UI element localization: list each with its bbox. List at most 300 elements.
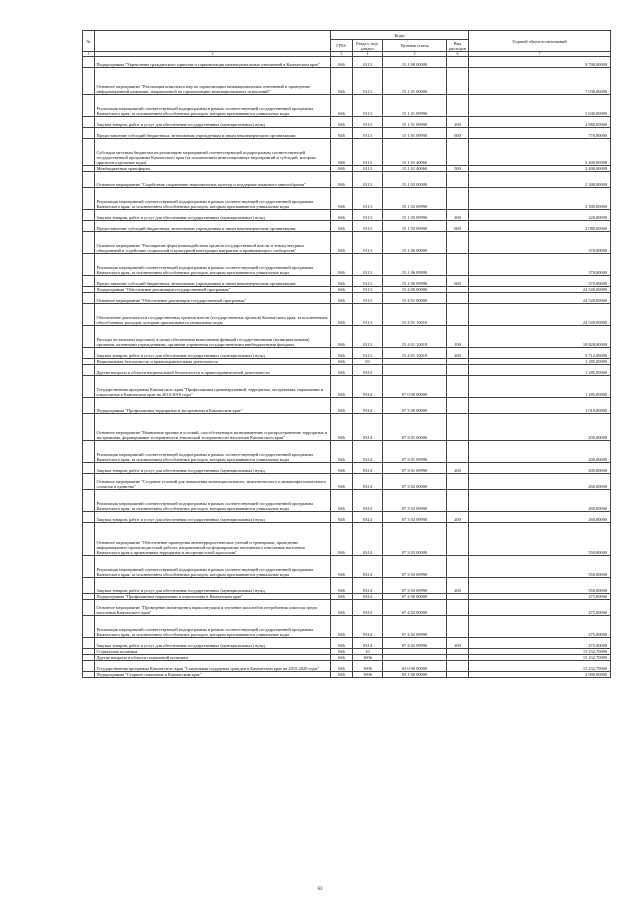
row-grbs: 846: [331, 57, 353, 68]
row-vid: [447, 556, 469, 578]
row-name: Закупка товаров, работ и услуг для обеспечения государственных (муниципальных) нужд: [95, 463, 331, 474]
table-row: [83, 293, 611, 304]
row-tselevaya: 07 4 02 00000: [383, 600, 447, 616]
row-amount: 550,00000: [469, 523, 611, 556]
row-amount: 260,00000: [469, 490, 611, 512]
row-amount: 24 540,00000: [469, 293, 611, 304]
table-row: [83, 441, 611, 463]
header-grbs: ГРБС: [331, 40, 353, 52]
index-1: 1: [83, 52, 95, 57]
row-amount: 3 400,00000: [469, 166, 611, 172]
table-row: [83, 254, 611, 276]
table-row: [83, 490, 611, 512]
row-vid: 100: [447, 326, 469, 348]
row-vid: 200: [447, 578, 469, 594]
row-number: [83, 172, 95, 188]
row-amount: 770,00000: [469, 128, 611, 139]
table-body: [83, 57, 611, 678]
row-name: Реализация мероприятий соответствующей подпрограммы в рамках соответствующей государственной программы Камчатского края, за исключением обособленных расходов, которым присваиваются уникальные коды: [95, 254, 331, 276]
row-vid: [447, 95, 469, 117]
row-tselevaya: 15 4 00 00000: [383, 287, 447, 293]
row-number: [83, 117, 95, 128]
row-number: [83, 365, 95, 376]
row-tselevaya: 07 0 00 00000: [383, 376, 447, 398]
row-name: Основное мероприятие "Проведение мониторинга наркоситуации и изучение масштабов потребления алкоголя среди населения Камчатского края": [95, 600, 331, 616]
header-razdel: Раздел, под- раздел: [353, 40, 383, 52]
table-row: [83, 232, 611, 254]
row-number: [83, 638, 95, 649]
row-vid: 200: [447, 638, 469, 649]
row-vid: 200: [447, 463, 469, 474]
row-vid: [447, 172, 469, 188]
row-number: [83, 95, 95, 117]
row-razdel: 0113: [353, 348, 383, 359]
row-vid: [447, 523, 469, 556]
row-number: [83, 474, 95, 490]
table-row: [83, 523, 611, 556]
row-grbs: 846: [331, 326, 353, 348]
row-razdel: 0314: [353, 638, 383, 649]
table-row: [83, 474, 611, 490]
row-grbs: 846: [331, 523, 353, 556]
row-vid: 600: [447, 221, 469, 232]
row-name: Расходы на выплаты персоналу в целях обеспечения выполнения функций государственными (муниципальными) органами, казенными учреждениями, органами управления государственными внебюджетными фондами: [95, 326, 331, 348]
row-razdel: 0314: [353, 556, 383, 578]
row-tselevaya: 03 0 00 00000: [383, 661, 447, 672]
row-tselevaya: 15 1 03 09990: [383, 221, 447, 232]
row-amount: 550,00000: [469, 556, 611, 578]
row-amount: 260,00000: [469, 512, 611, 523]
row-amount: 24 540,00000: [469, 304, 611, 326]
row-amount: 2 300,00000: [469, 188, 611, 210]
row-tselevaya: 15 1 01 09990: [383, 95, 447, 117]
table-row: [83, 348, 611, 359]
row-tselevaya: 07 3 02 09990: [383, 490, 447, 512]
row-name: Закупка товаров, работ и услуг для обеспечения государственных (муниципальных) нужд: [95, 348, 331, 359]
row-name: Основное мероприятие "Выявление причин и условий, способствующих возникновению и распространению терроризма и экстремизма, формирование толерантности этнической толерантности населения Камчатского края": [95, 414, 331, 441]
row-grbs: 846: [331, 594, 353, 600]
row-razdel: 0113: [353, 210, 383, 221]
row-razdel: 0314: [353, 523, 383, 556]
row-number: [83, 490, 95, 512]
row-grbs: 846: [331, 359, 353, 365]
row-grbs: 846: [331, 672, 353, 678]
row-amount: 3 400,00000: [469, 139, 611, 166]
table-row: [83, 414, 611, 441]
index-4: 4: [353, 52, 383, 57]
row-amount: 1 285,00000: [469, 376, 611, 398]
row-amount: 2 080,00000: [469, 221, 611, 232]
row-vid: [447, 414, 469, 441]
row-name: Государственная программа Камчатского края "Социальная поддержка граждан в Камчатском крае на 2015-2020 годы": [95, 661, 331, 672]
row-razdel: 03: [353, 359, 383, 365]
row-razdel: 0113: [353, 95, 383, 117]
row-vid: [447, 616, 469, 638]
row-name: Подпрограмма "Старшее поколение в Камчатском крае": [95, 672, 331, 678]
row-grbs: 846: [331, 616, 353, 638]
row-name: Реализация мероприятий соответствующей подпрограммы в рамках соответствующей государственной программы Камчатского края, за исключением обособленных расходов, которым присваиваются уникальные коды: [95, 95, 331, 117]
row-grbs: 846: [331, 139, 353, 166]
table-row: [83, 398, 611, 414]
table-row: [83, 600, 611, 616]
row-amount: 5 712,00000: [469, 348, 611, 359]
row-tselevaya: 15 4 01 10010: [383, 326, 447, 348]
row-tselevaya: 07 3 01 00000: [383, 414, 447, 441]
row-amount: 370,00000: [469, 232, 611, 254]
row-razdel: 0113: [353, 68, 383, 95]
row-razdel: 0113: [353, 293, 383, 304]
row-tselevaya: 07 3 03 09990: [383, 578, 447, 594]
row-amount: 7 030,00000: [469, 68, 611, 95]
row-vid: [447, 661, 469, 672]
row-number: [83, 221, 95, 232]
budget-table: [82, 30, 611, 678]
row-razdel: 0113: [353, 276, 383, 287]
row-tselevaya: 07 3 01 09990: [383, 463, 447, 474]
row-tselevaya: 15 1 03 09990: [383, 188, 447, 210]
table-row: [83, 172, 611, 188]
row-amount: 275,00000: [469, 638, 611, 649]
row-amount: 200,00000: [469, 441, 611, 463]
row-number: [83, 661, 95, 672]
row-tselevaya: 15 1 01 00000: [383, 68, 447, 95]
row-name: Закупка товаров, работ и услуг для обеспечения государственных (муниципальных) нужд: [95, 210, 331, 221]
table-row: [83, 638, 611, 649]
row-razdel: 0113: [353, 326, 383, 348]
row-number: [83, 512, 95, 523]
row-tselevaya: 15 1 01 40060: [383, 166, 447, 172]
row-name: Основное мероприятие "Содействие сохранению национальных культур и поддержке языкового многообразия": [95, 172, 331, 188]
row-number: [83, 398, 95, 414]
row-tselevaya: 15 1 03 00000: [383, 172, 447, 188]
row-name: Субсидии местным бюджетам на реализацию мероприятий соответствующей подпрограммы соответствующей государственной программы Камчатского края (за исключением инвестиционных мероприятий и субсидий, которым присвоен отдельные коды): [95, 139, 331, 166]
row-razdel: 0314: [353, 600, 383, 616]
row-razdel: 0314: [353, 441, 383, 463]
row-vid: 200: [447, 117, 469, 128]
table-row: [83, 365, 611, 376]
header-vid: Вид расходов: [447, 40, 469, 52]
row-vid: [447, 600, 469, 616]
row-grbs: 846: [331, 512, 353, 523]
row-grbs: 846: [331, 638, 353, 649]
table-row: [83, 117, 611, 128]
row-tselevaya: 07 4 00 00000: [383, 594, 447, 600]
row-grbs: 846: [331, 474, 353, 490]
row-vid: [447, 490, 469, 512]
row-vid: 200: [447, 512, 469, 523]
row-tselevaya: 07 4 02 09990: [383, 616, 447, 638]
row-grbs: 846: [331, 463, 353, 474]
row-razdel: 0113: [353, 232, 383, 254]
row-vid: [447, 304, 469, 326]
table-row: [83, 210, 611, 221]
row-name: Межбюджетные трансферты: [95, 166, 331, 172]
row-name: Государственная программа Камчатского края "Профилактика правонарушений, терроризма, экстремизма, наркомании и алкоголизма в Камчатском крае на 2014-2018 годы": [95, 376, 331, 398]
row-tselevaya: 15 1 01 09990: [383, 128, 447, 139]
row-name: Основное мероприятие "Создание условий для повышения межнационального, межэтнического и межконфессионального согласия и единства": [95, 474, 331, 490]
row-name: Реализация мероприятий соответствующей подпрограммы в рамках соответствующей государственной программы Камчатского края, за исключением обособленных расходов, которым присваиваются уникальные коды: [95, 556, 331, 578]
row-vid: 600: [447, 128, 469, 139]
row-tselevaya: 15 1 06 09990: [383, 254, 447, 276]
row-vid: [447, 474, 469, 490]
row-name: Закупка товаров, работ и услуг для обеспечения государственных (муниципальных) нужд: [95, 117, 331, 128]
budget-table-page: [82, 30, 610, 678]
row-amount: 18 828,00000: [469, 326, 611, 348]
row-amount: 275,00000: [469, 600, 611, 616]
header-tselevaya: Целевая статья: [383, 40, 447, 52]
index-3: 3: [331, 52, 353, 57]
row-tselevaya: 15 1 01 40060: [383, 139, 447, 166]
row-vid: [447, 139, 469, 166]
row-grbs: 846: [331, 398, 353, 414]
row-number: [83, 210, 95, 221]
header-codes-group: Коды: [331, 31, 469, 40]
row-grbs: 846: [331, 490, 353, 512]
table-row: [83, 463, 611, 474]
row-vid: [447, 57, 469, 68]
row-tselevaya: 07 4 02 09990: [383, 638, 447, 649]
row-vid: [447, 398, 469, 414]
row-number: [83, 326, 95, 348]
row-name: Реализация мероприятий соответствующей подпрограммы в рамках соответствующей государственной программы Камчатского края, за исключением обособленных расходов, которым присваиваются уникальные коды: [95, 490, 331, 512]
row-grbs: 846: [331, 376, 353, 398]
row-tselevaya: [383, 365, 447, 376]
row-razdel: 0314: [353, 512, 383, 523]
table-row: [83, 188, 611, 210]
row-amount: 2 300,00000: [469, 172, 611, 188]
row-grbs: 846: [331, 128, 353, 139]
row-amount: 370,00000: [469, 276, 611, 287]
table-row: [83, 326, 611, 348]
header-amount: Годовой объем ассигнований: [469, 31, 611, 52]
row-vid: [447, 293, 469, 304]
row-number: [83, 463, 95, 474]
row-razdel: 0314: [353, 474, 383, 490]
row-name: Социальная политика: [95, 649, 331, 655]
row-tselevaya: 15 4 01 10010: [383, 348, 447, 359]
row-tselevaya: 15 1 00 00000: [383, 57, 447, 68]
row-name: Подпрограмма "Профилактика наркомании и алкоголизма в Камчатском крае": [95, 594, 331, 600]
row-number: [83, 68, 95, 95]
row-amount: 550,00000: [469, 578, 611, 594]
row-amount: 275,00000: [469, 616, 611, 638]
row-amount: 275,00000: [469, 594, 611, 600]
row-name: Закупка товаров, работ и услуг для обеспечения государственных (муниципальных) нужд: [95, 638, 331, 649]
row-name: Другие вопросы в области социальной политики: [95, 655, 331, 661]
row-vid: 600: [447, 276, 469, 287]
row-amount: 2 860,00000: [469, 117, 611, 128]
row-number: [83, 57, 95, 68]
row-tselevaya: 07 3 00 00000: [383, 398, 447, 414]
row-tselevaya: 07 3 03 09990: [383, 556, 447, 578]
row-number: [83, 232, 95, 254]
row-tselevaya: 07 3 02 00000: [383, 474, 447, 490]
table-row: [83, 376, 611, 398]
row-grbs: 846: [331, 655, 353, 661]
row-grbs: 846: [331, 254, 353, 276]
row-number: [83, 441, 95, 463]
row-amount: 3 630,00000: [469, 95, 611, 117]
row-razdel: 0113: [353, 166, 383, 172]
row-grbs: 846: [331, 172, 353, 188]
row-tselevaya: 15 1 06 00000: [383, 232, 447, 254]
row-vid: 200: [447, 210, 469, 221]
row-vid: [447, 188, 469, 210]
table-row: [83, 95, 611, 117]
index-6: 6: [447, 52, 469, 57]
row-name: Реализация мероприятий соответствующей подпрограммы в рамках соответствующей государственной программы Камчатского края, за исключением обособленных расходов, которым присваиваются уникальные коды: [95, 616, 331, 638]
row-grbs: 846: [331, 95, 353, 117]
row-grbs: 846: [331, 210, 353, 221]
row-name: Основное мероприятие "Обеспечение реализации государственной программы": [95, 293, 331, 304]
row-number: [83, 556, 95, 578]
row-razdel: 0314: [353, 365, 383, 376]
header-number: №: [83, 31, 95, 52]
row-razdel: 0113: [353, 188, 383, 210]
table-row: [83, 139, 611, 166]
row-amount: 9 700,00000: [469, 57, 611, 68]
row-name: Основное мероприятие "Реализация комплекса мер по гармонизации межнациональных отношений и проведение информационной кампании, направленной на гармонизацию межнациональных отношений": [95, 68, 331, 95]
row-razdel: 0113: [353, 304, 383, 326]
row-razdel: 0113: [353, 172, 383, 188]
row-amount: 15 232,70000: [469, 655, 611, 661]
row-name: Реализация мероприятий соответствующей подпрограммы в рамках соответствующей государственной программы Камчатского края, за исключением обособленных расходов, которым присваиваются уникальные коды: [95, 441, 331, 463]
row-razdel: 0314: [353, 616, 383, 638]
row-vid: [447, 672, 469, 678]
row-razdel: 0314: [353, 376, 383, 398]
table-row: [83, 672, 611, 678]
row-amount: 220,00000: [469, 210, 611, 221]
row-tselevaya: 07 3 01 09990: [383, 441, 447, 463]
row-tselevaya: 07 3 02 09990: [383, 512, 447, 523]
row-grbs: 846: [331, 649, 353, 655]
row-name: Подпрограмма "Профилактика терроризма и экстремизма в Камчатском крае": [95, 398, 331, 414]
row-grbs: 846: [331, 221, 353, 232]
row-grbs: 846: [331, 232, 353, 254]
row-amount: 2 900,00000: [469, 672, 611, 678]
row-name: Закупка товаров, работ и услуг для обеспечения государственных (муниципальных) нужд: [95, 578, 331, 594]
row-name: Предоставление субсидий бюджетным, автономным учреждениям и иным некоммерческим организациям: [95, 128, 331, 139]
row-razdel: 1006: [353, 655, 383, 661]
row-number: [83, 276, 95, 287]
row-razdel: 1006: [353, 672, 383, 678]
row-grbs: 846: [331, 117, 353, 128]
row-grbs: 846: [331, 600, 353, 616]
row-tselevaya: 15 1 03 09990: [383, 210, 447, 221]
row-razdel: 0113: [353, 254, 383, 276]
row-razdel: 0113: [353, 57, 383, 68]
row-number: [83, 293, 95, 304]
row-number: [83, 578, 95, 594]
row-amount: 370,00000: [469, 254, 611, 276]
index-7: 7: [469, 52, 611, 57]
table-row: [83, 276, 611, 287]
row-name: Обеспечение деятельности государственных органов власти (государственных органов) Камчатского края, за исключением обособленных расходов, которым присваиваются уникальные коды: [95, 304, 331, 326]
header-name: [95, 31, 331, 52]
row-grbs: 846: [331, 166, 353, 172]
row-amount: 1 010,00000: [469, 398, 611, 414]
row-name: Закупка товаров, работ и услуг для обеспечения государственных (муниципальных) нужд: [95, 512, 331, 523]
row-name: Предоставление субсидий бюджетным, автономным учреждениям и иным некоммерческим организациям: [95, 221, 331, 232]
row-razdel: 10: [353, 649, 383, 655]
row-vid: [447, 365, 469, 376]
table-row: [83, 304, 611, 326]
table-row: [83, 578, 611, 594]
row-number: [83, 348, 95, 359]
table-row: [83, 556, 611, 578]
row-name: Основное мероприятие "Расширение форм взаимодействия органов государственной власти и этнокультурных объединений и содействие социальной и культурной интеграции мигрантов и принимающего сообщества": [95, 232, 331, 254]
row-vid: [447, 68, 469, 95]
row-name: Другие вопросы в области национальной безопасности и правоохранительной деятельности: [95, 365, 331, 376]
row-name: Подпрограмма "Обеспечение реализации государственной программы": [95, 287, 331, 293]
row-amount: 200,00000: [469, 414, 611, 441]
row-name: Предоставление субсидий бюджетным, автономным учреждениям и иным некоммерческим организациям: [95, 276, 331, 287]
table-row: [83, 661, 611, 672]
row-number: [83, 600, 95, 616]
row-razdel: 0314: [353, 594, 383, 600]
index-5: 5: [383, 52, 447, 57]
table-row: [83, 57, 611, 68]
row-name: Основное мероприятие "Обеспечение проведения антитеррористических учений и тренировок, проведение информационно-пропагандистской работы, направленной на формирование негативного отношения населения Камчатского края к проявлениям терроризма и экстремистской идеологии": [95, 523, 331, 556]
table-row: [83, 128, 611, 139]
row-number: [83, 128, 95, 139]
row-number: [83, 188, 95, 210]
index-2: 2: [95, 52, 331, 57]
row-amount: 200,00000: [469, 463, 611, 474]
row-number: [83, 254, 95, 276]
row-grbs: 846: [331, 287, 353, 293]
row-tselevaya: 15 4 01 10010: [383, 304, 447, 326]
row-vid: [447, 376, 469, 398]
row-number: [83, 523, 95, 556]
row-vid: [447, 232, 469, 254]
row-grbs: 846: [331, 556, 353, 578]
row-amount: 24 540,00000: [469, 287, 611, 293]
row-grbs: 846: [331, 68, 353, 95]
row-amount: 260,00000: [469, 474, 611, 490]
row-grbs: 846: [331, 661, 353, 672]
row-number: [83, 304, 95, 326]
row-number: [83, 672, 95, 678]
row-grbs: 846: [331, 365, 353, 376]
row-grbs: 846: [331, 441, 353, 463]
row-vid: 200: [447, 348, 469, 359]
row-grbs: 846: [331, 188, 353, 210]
row-grbs: 846: [331, 304, 353, 326]
row-name: Национальная безопасность и правоохранительная деятельность: [95, 359, 331, 365]
row-vid: [447, 441, 469, 463]
table-row: [83, 616, 611, 638]
row-razdel: 0113: [353, 139, 383, 166]
row-tselevaya: 03 1 00 00000: [383, 672, 447, 678]
table-row: [83, 68, 611, 95]
row-razdel: 0113: [353, 117, 383, 128]
row-vid: [447, 254, 469, 276]
row-tselevaya: 15 1 06 09990: [383, 276, 447, 287]
row-number: [83, 616, 95, 638]
row-razdel: 0314: [353, 463, 383, 474]
row-amount: 1 285,00000: [469, 359, 611, 365]
row-tselevaya: 15 1 01 09990: [383, 117, 447, 128]
row-amount: 1 285,00000: [469, 365, 611, 376]
row-razdel: 0314: [353, 578, 383, 594]
table-row: [83, 221, 611, 232]
page-number: 63: [317, 887, 323, 892]
row-number: [83, 414, 95, 441]
row-number: [83, 139, 95, 166]
row-razdel: 0113: [353, 221, 383, 232]
table-row: [83, 512, 611, 523]
